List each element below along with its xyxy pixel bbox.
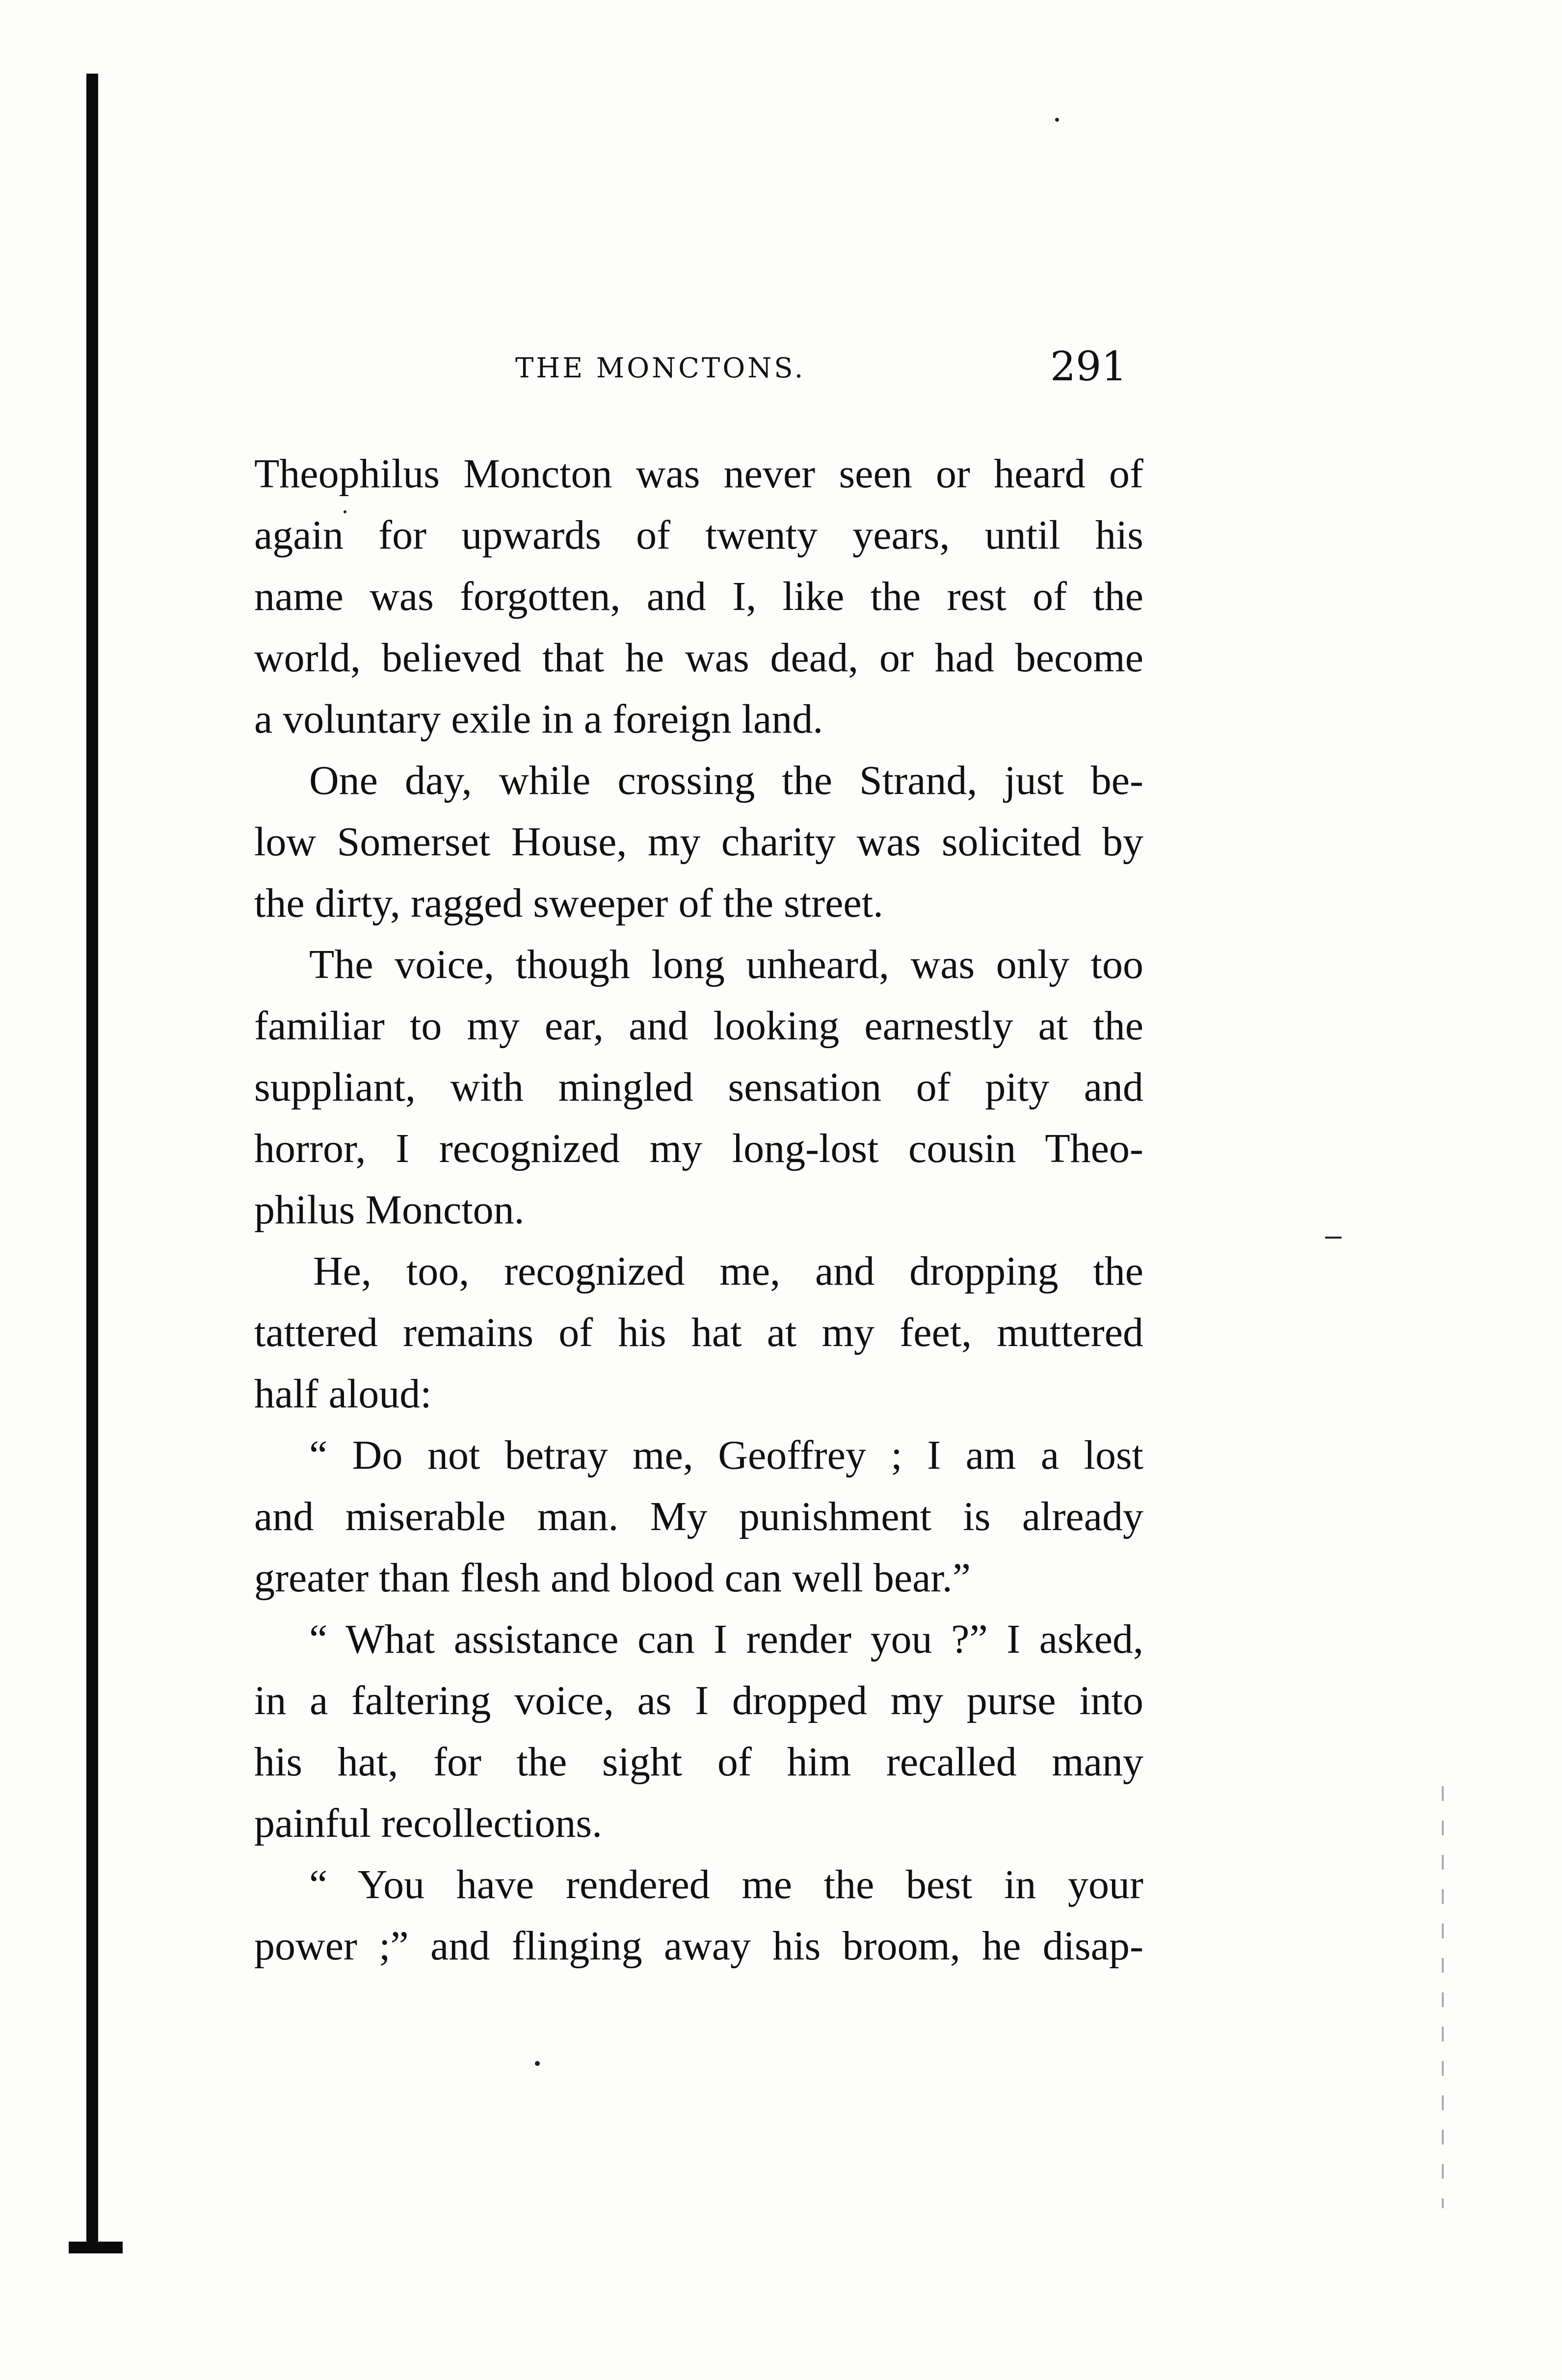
running-title: THE MONCTONS.	[515, 352, 806, 384]
text-line: and miserable man. My punishment is already	[254, 1494, 1143, 1539]
text-line: familiar to my ear, and looking earnestly at the	[254, 1003, 1143, 1049]
text-line: “ What assistance can I render you ?” I asked,	[309, 1616, 1143, 1662]
binding-foot	[69, 2242, 123, 2253]
text-line: philus Moncton.	[254, 1187, 525, 1233]
text-line: suppliant, with mingled sensation of pity and	[254, 1064, 1143, 1110]
text-line: He, too, recognized me, and dropping the	[313, 1248, 1143, 1294]
text-line: tattered remains of his hat at my feet, muttered	[254, 1310, 1143, 1355]
text-line: low Somerset House, my charity was solicited by	[254, 819, 1143, 865]
text-line: Theophilus Moncton was never seen or heard of	[254, 451, 1143, 497]
text-line: the dirty, ragged sweeper of the street.	[254, 880, 884, 926]
ink-speck	[1055, 118, 1059, 122]
text-line: world, believed that he was dead, or had become	[254, 635, 1143, 681]
text-line: power ;” and flinging away his broom, he disap-	[254, 1923, 1143, 1969]
text-line: greater than flesh and blood can well bear.”	[254, 1555, 971, 1601]
text-line: horror, I recognized my long-lost cousin Theo-	[254, 1126, 1143, 1171]
text-line: One day, while crossing the Strand, just be-	[309, 758, 1143, 803]
page-number: 291	[1050, 344, 1127, 390]
page-edge-marks	[1442, 1786, 1444, 2208]
text-line: a voluntary exile in a foreign land.	[254, 696, 823, 742]
text-line: The voice, though long unheard, was only too	[309, 942, 1143, 987]
text-line: “ Do not betray me, Geoffrey ; I am a lost	[309, 1432, 1143, 1478]
ink-speck	[535, 2061, 540, 2066]
body-text	[254, 443, 1143, 1977]
text-line: his hat, for the sight of him recalled many	[254, 1739, 1143, 1785]
ink-speck	[1325, 1237, 1342, 1239]
text-line: name was forgotten, and I, like the rest of the	[254, 574, 1143, 619]
text-line: half aloud:	[254, 1371, 432, 1417]
text-line: “ You have rendered me the best in your	[309, 1862, 1143, 1907]
text-line: again for upwards of twenty years, until his	[254, 512, 1143, 558]
text-line: in a faltering voice, as I dropped my purse into	[254, 1678, 1143, 1723]
text-line: painful recollections.	[254, 1800, 603, 1846]
binding-edge	[86, 74, 98, 2252]
